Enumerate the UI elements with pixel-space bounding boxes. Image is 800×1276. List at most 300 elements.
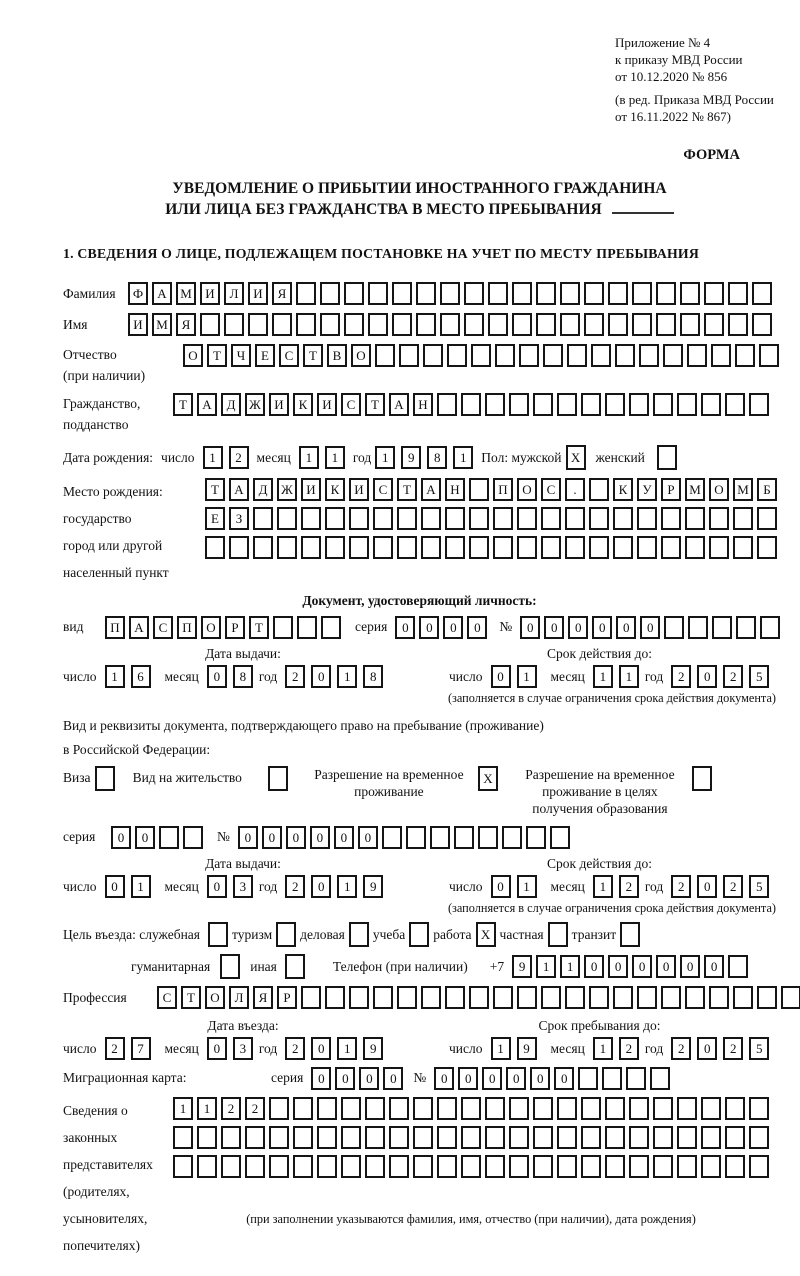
char-cell[interactable] — [749, 1155, 769, 1178]
char-cell[interactable] — [159, 826, 179, 849]
char-cell[interactable]: 9 — [363, 875, 383, 898]
char-cell[interactable]: Я — [272, 282, 292, 305]
char-cell[interactable]: Т — [205, 478, 225, 501]
char-cell[interactable] — [413, 1155, 433, 1178]
char-cell[interactable] — [317, 1126, 337, 1149]
char-cell[interactable] — [733, 536, 753, 559]
char-cell[interactable] — [752, 313, 772, 336]
char-cell[interactable] — [725, 1097, 745, 1120]
char-cell[interactable] — [581, 393, 601, 416]
sex-male-checkbox[interactable]: X — [566, 445, 586, 470]
char-cell[interactable] — [701, 393, 721, 416]
char-cell[interactable]: 0 — [262, 826, 282, 849]
char-cell[interactable] — [711, 344, 731, 367]
purpose-private-checkbox[interactable] — [548, 922, 568, 947]
char-cell[interactable]: М — [685, 478, 705, 501]
char-cell[interactable] — [512, 282, 532, 305]
char-cell[interactable] — [464, 313, 484, 336]
char-cell[interactable]: 1 — [517, 665, 537, 688]
char-cell[interactable]: 0 — [395, 616, 415, 639]
char-cell[interactable]: 9 — [401, 446, 421, 469]
char-cell[interactable] — [406, 826, 426, 849]
char-cell[interactable] — [656, 313, 676, 336]
char-cell[interactable] — [269, 1097, 289, 1120]
temp-residence-edu-checkbox[interactable] — [692, 766, 712, 791]
char-cell[interactable] — [440, 282, 460, 305]
char-cell[interactable] — [421, 986, 441, 1009]
char-cell[interactable]: 5 — [749, 1037, 769, 1060]
char-cell[interactable]: З — [229, 507, 249, 530]
char-cell[interactable] — [197, 1126, 217, 1149]
char-cell[interactable]: 0 — [458, 1067, 478, 1090]
char-cell[interactable]: 3 — [233, 1037, 253, 1060]
char-cell[interactable] — [365, 1097, 385, 1120]
char-cell[interactable]: 0 — [334, 826, 354, 849]
char-cell[interactable] — [543, 344, 563, 367]
char-cell[interactable]: 0 — [568, 616, 588, 639]
char-cell[interactable]: 1 — [536, 955, 556, 978]
char-cell[interactable]: Я — [176, 313, 196, 336]
char-cell[interactable] — [512, 313, 532, 336]
char-cell[interactable]: 9 — [517, 1037, 537, 1060]
char-cell[interactable] — [317, 1097, 337, 1120]
char-cell[interactable] — [461, 393, 481, 416]
char-cell[interactable] — [680, 282, 700, 305]
char-cell[interactable] — [688, 616, 708, 639]
char-cell[interactable] — [550, 826, 570, 849]
char-cell[interactable] — [469, 986, 489, 1009]
char-cell[interactable]: 0 — [697, 875, 717, 898]
char-cell[interactable] — [421, 536, 441, 559]
char-cell[interactable]: 0 — [491, 875, 511, 898]
char-cell[interactable] — [389, 1155, 409, 1178]
char-cell[interactable] — [273, 616, 293, 639]
char-cell[interactable] — [293, 1126, 313, 1149]
char-cell[interactable] — [469, 536, 489, 559]
char-cell[interactable] — [297, 616, 317, 639]
char-cell[interactable]: С — [153, 616, 173, 639]
char-cell[interactable]: А — [389, 393, 409, 416]
char-cell[interactable]: 0 — [584, 955, 604, 978]
char-cell[interactable] — [341, 1126, 361, 1149]
char-cell[interactable] — [728, 313, 748, 336]
purpose-transit-checkbox[interactable] — [620, 922, 640, 947]
char-cell[interactable]: 0 — [335, 1067, 355, 1090]
char-cell[interactable] — [637, 986, 657, 1009]
char-cell[interactable]: 0 — [311, 875, 331, 898]
char-cell[interactable] — [735, 344, 755, 367]
char-cell[interactable] — [653, 1126, 673, 1149]
char-cell[interactable]: Т — [181, 986, 201, 1009]
char-cell[interactable] — [277, 536, 297, 559]
char-cell[interactable]: 0 — [491, 665, 511, 688]
char-cell[interactable] — [557, 1126, 577, 1149]
char-cell[interactable] — [557, 1155, 577, 1178]
char-cell[interactable] — [509, 1126, 529, 1149]
char-cell[interactable] — [461, 1097, 481, 1120]
char-cell[interactable] — [533, 1126, 553, 1149]
char-cell[interactable] — [445, 536, 465, 559]
char-cell[interactable] — [245, 1126, 265, 1149]
char-cell[interactable] — [749, 393, 769, 416]
char-cell[interactable]: С — [279, 344, 299, 367]
char-cell[interactable] — [757, 986, 777, 1009]
char-cell[interactable] — [509, 1155, 529, 1178]
char-cell[interactable] — [224, 313, 244, 336]
sex-female-checkbox[interactable] — [657, 445, 677, 470]
char-cell[interactable] — [709, 507, 729, 530]
char-cell[interactable] — [229, 536, 249, 559]
char-cell[interactable]: М — [176, 282, 196, 305]
char-cell[interactable] — [749, 1126, 769, 1149]
char-cell[interactable] — [485, 1097, 505, 1120]
char-cell[interactable]: Н — [445, 478, 465, 501]
char-cell[interactable] — [469, 507, 489, 530]
char-cell[interactable] — [533, 1155, 553, 1178]
char-cell[interactable]: Ф — [128, 282, 148, 305]
char-cell[interactable]: 0 — [482, 1067, 502, 1090]
char-cell[interactable] — [183, 826, 203, 849]
char-cell[interactable]: 5 — [749, 665, 769, 688]
char-cell[interactable] — [533, 393, 553, 416]
char-cell[interactable]: С — [341, 393, 361, 416]
char-cell[interactable] — [526, 826, 546, 849]
char-cell[interactable]: 7 — [131, 1037, 151, 1060]
char-cell[interactable] — [567, 344, 587, 367]
char-cell[interactable]: 0 — [135, 826, 155, 849]
char-cell[interactable]: 0 — [506, 1067, 526, 1090]
char-cell[interactable]: К — [293, 393, 313, 416]
char-cell[interactable] — [608, 282, 628, 305]
char-cell[interactable] — [416, 313, 436, 336]
char-cell[interactable] — [533, 1097, 553, 1120]
char-cell[interactable]: 5 — [749, 875, 769, 898]
char-cell[interactable] — [373, 986, 393, 1009]
char-cell[interactable] — [488, 282, 508, 305]
char-cell[interactable] — [653, 1097, 673, 1120]
char-cell[interactable] — [608, 313, 628, 336]
char-cell[interactable] — [639, 344, 659, 367]
char-cell[interactable]: 1 — [105, 665, 125, 688]
char-cell[interactable] — [464, 282, 484, 305]
char-cell[interactable] — [781, 986, 800, 1009]
char-cell[interactable] — [248, 313, 268, 336]
char-cell[interactable] — [349, 986, 369, 1009]
char-cell[interactable] — [389, 1097, 409, 1120]
purpose-business-checkbox[interactable] — [349, 922, 369, 947]
char-cell[interactable] — [245, 1155, 265, 1178]
char-cell[interactable]: 0 — [111, 826, 131, 849]
char-cell[interactable]: С — [541, 478, 561, 501]
char-cell[interactable]: С — [157, 986, 177, 1009]
char-cell[interactable]: О — [183, 344, 203, 367]
char-cell[interactable]: П — [177, 616, 197, 639]
char-cell[interactable] — [541, 986, 561, 1009]
char-cell[interactable] — [701, 1126, 721, 1149]
char-cell[interactable]: Т — [173, 393, 193, 416]
purpose-tourism-checkbox[interactable] — [276, 922, 296, 947]
char-cell[interactable]: 0 — [311, 1037, 331, 1060]
char-cell[interactable] — [349, 536, 369, 559]
char-cell[interactable] — [685, 536, 705, 559]
char-cell[interactable] — [728, 282, 748, 305]
char-cell[interactable]: 2 — [105, 1037, 125, 1060]
char-cell[interactable] — [677, 1155, 697, 1178]
char-cell[interactable] — [704, 313, 724, 336]
char-cell[interactable] — [605, 1155, 625, 1178]
char-cell[interactable] — [502, 826, 522, 849]
char-cell[interactable]: 2 — [723, 1037, 743, 1060]
char-cell[interactable] — [253, 507, 273, 530]
char-cell[interactable]: 9 — [512, 955, 532, 978]
char-cell[interactable]: 1 — [203, 446, 223, 469]
char-cell[interactable] — [605, 393, 625, 416]
char-cell[interactable] — [709, 986, 729, 1009]
char-cell[interactable] — [589, 507, 609, 530]
char-cell[interactable]: 9 — [363, 1037, 383, 1060]
char-cell[interactable] — [488, 313, 508, 336]
char-cell[interactable]: Т — [303, 344, 323, 367]
char-cell[interactable]: В — [327, 344, 347, 367]
char-cell[interactable]: 0 — [358, 826, 378, 849]
char-cell[interactable]: 0 — [697, 1037, 717, 1060]
char-cell[interactable] — [320, 282, 340, 305]
char-cell[interactable]: Л — [229, 986, 249, 1009]
char-cell[interactable]: 1 — [619, 665, 639, 688]
char-cell[interactable] — [605, 1097, 625, 1120]
char-cell[interactable]: 1 — [131, 875, 151, 898]
char-cell[interactable]: 6 — [131, 665, 151, 688]
char-cell[interactable]: П — [105, 616, 125, 639]
char-cell[interactable] — [653, 1155, 673, 1178]
char-cell[interactable] — [653, 393, 673, 416]
purpose-study-checkbox[interactable] — [409, 922, 429, 947]
char-cell[interactable] — [701, 1097, 721, 1120]
char-cell[interactable]: 2 — [723, 665, 743, 688]
char-cell[interactable] — [663, 344, 683, 367]
char-cell[interactable] — [680, 313, 700, 336]
char-cell[interactable] — [485, 393, 505, 416]
char-cell[interactable]: 0 — [286, 826, 306, 849]
char-cell[interactable] — [293, 1155, 313, 1178]
char-cell[interactable]: И — [200, 282, 220, 305]
char-cell[interactable]: 1 — [299, 446, 319, 469]
char-cell[interactable]: Т — [207, 344, 227, 367]
char-cell[interactable] — [485, 1155, 505, 1178]
char-cell[interactable]: 2 — [671, 665, 691, 688]
char-cell[interactable] — [493, 986, 513, 1009]
char-cell[interactable]: Б — [757, 478, 777, 501]
char-cell[interactable]: Е — [255, 344, 275, 367]
char-cell[interactable]: А — [129, 616, 149, 639]
char-cell[interactable]: 1 — [593, 875, 613, 898]
char-cell[interactable]: И — [301, 478, 321, 501]
char-cell[interactable]: У — [637, 478, 657, 501]
char-cell[interactable] — [221, 1155, 241, 1178]
char-cell[interactable]: 0 — [592, 616, 612, 639]
char-cell[interactable] — [650, 1067, 670, 1090]
char-cell[interactable] — [454, 826, 474, 849]
char-cell[interactable] — [685, 986, 705, 1009]
char-cell[interactable] — [701, 1155, 721, 1178]
char-cell[interactable] — [321, 616, 341, 639]
char-cell[interactable]: 0 — [359, 1067, 379, 1090]
char-cell[interactable] — [430, 826, 450, 849]
char-cell[interactable]: 2 — [285, 875, 305, 898]
char-cell[interactable]: Н — [413, 393, 433, 416]
char-cell[interactable]: А — [421, 478, 441, 501]
char-cell[interactable] — [560, 282, 580, 305]
char-cell[interactable] — [517, 536, 537, 559]
char-cell[interactable]: 1 — [375, 446, 395, 469]
char-cell[interactable] — [725, 393, 745, 416]
char-cell[interactable]: 1 — [453, 446, 473, 469]
char-cell[interactable] — [469, 478, 489, 501]
char-cell[interactable] — [413, 1097, 433, 1120]
char-cell[interactable] — [613, 536, 633, 559]
char-cell[interactable] — [296, 313, 316, 336]
char-cell[interactable] — [478, 826, 498, 849]
char-cell[interactable] — [757, 536, 777, 559]
char-cell[interactable] — [325, 507, 345, 530]
char-cell[interactable]: И — [349, 478, 369, 501]
char-cell[interactable] — [725, 1155, 745, 1178]
char-cell[interactable] — [629, 1155, 649, 1178]
temp-residence-checkbox[interactable]: X — [478, 766, 498, 791]
char-cell[interactable] — [661, 986, 681, 1009]
char-cell[interactable] — [725, 1126, 745, 1149]
char-cell[interactable]: 8 — [427, 446, 447, 469]
char-cell[interactable]: 0 — [520, 616, 540, 639]
char-cell[interactable] — [397, 507, 417, 530]
char-cell[interactable]: 0 — [616, 616, 636, 639]
char-cell[interactable]: 0 — [680, 955, 700, 978]
char-cell[interactable] — [565, 986, 585, 1009]
char-cell[interactable] — [677, 1126, 697, 1149]
char-cell[interactable] — [368, 313, 388, 336]
char-cell[interactable]: 1 — [593, 665, 613, 688]
char-cell[interactable]: Т — [249, 616, 269, 639]
char-cell[interactable]: 1 — [491, 1037, 511, 1060]
char-cell[interactable]: 0 — [632, 955, 652, 978]
visa-checkbox[interactable] — [95, 766, 115, 791]
char-cell[interactable] — [413, 1126, 433, 1149]
char-cell[interactable] — [320, 313, 340, 336]
char-cell[interactable] — [416, 282, 436, 305]
char-cell[interactable] — [760, 616, 780, 639]
char-cell[interactable]: 8 — [233, 665, 253, 688]
char-cell[interactable] — [589, 986, 609, 1009]
purpose-other-checkbox[interactable] — [285, 954, 305, 979]
char-cell[interactable] — [677, 393, 697, 416]
char-cell[interactable]: 0 — [467, 616, 487, 639]
char-cell[interactable] — [613, 986, 633, 1009]
char-cell[interactable]: К — [613, 478, 633, 501]
char-cell[interactable] — [589, 478, 609, 501]
char-cell[interactable]: 0 — [105, 875, 125, 898]
char-cell[interactable]: 2 — [229, 446, 249, 469]
char-cell[interactable]: 1 — [325, 446, 345, 469]
char-cell[interactable] — [317, 1155, 337, 1178]
char-cell[interactable] — [509, 1097, 529, 1120]
char-cell[interactable]: 0 — [640, 616, 660, 639]
char-cell[interactable] — [461, 1155, 481, 1178]
char-cell[interactable]: Л — [224, 282, 244, 305]
char-cell[interactable] — [629, 1097, 649, 1120]
char-cell[interactable]: 0 — [656, 955, 676, 978]
char-cell[interactable] — [656, 282, 676, 305]
char-cell[interactable] — [712, 616, 732, 639]
char-cell[interactable]: 0 — [311, 665, 331, 688]
char-cell[interactable] — [661, 507, 681, 530]
char-cell[interactable]: Д — [221, 393, 241, 416]
char-cell[interactable]: 2 — [723, 875, 743, 898]
char-cell[interactable] — [637, 507, 657, 530]
char-cell[interactable] — [440, 313, 460, 336]
char-cell[interactable]: 0 — [207, 665, 227, 688]
char-cell[interactable] — [752, 282, 772, 305]
char-cell[interactable] — [373, 507, 393, 530]
char-cell[interactable]: Р — [661, 478, 681, 501]
char-cell[interactable]: 0 — [238, 826, 258, 849]
char-cell[interactable] — [591, 344, 611, 367]
char-cell[interactable] — [445, 507, 465, 530]
char-cell[interactable]: Р — [277, 986, 297, 1009]
char-cell[interactable] — [632, 313, 652, 336]
char-cell[interactable] — [277, 507, 297, 530]
char-cell[interactable]: 1 — [337, 875, 357, 898]
char-cell[interactable] — [757, 507, 777, 530]
char-cell[interactable] — [293, 1097, 313, 1120]
char-cell[interactable]: Т — [365, 393, 385, 416]
char-cell[interactable] — [733, 507, 753, 530]
char-cell[interactable] — [517, 507, 537, 530]
char-cell[interactable] — [560, 313, 580, 336]
char-cell[interactable] — [423, 344, 443, 367]
char-cell[interactable] — [629, 393, 649, 416]
char-cell[interactable] — [301, 507, 321, 530]
char-cell[interactable] — [173, 1155, 193, 1178]
char-cell[interactable] — [437, 1126, 457, 1149]
char-cell[interactable] — [344, 313, 364, 336]
char-cell[interactable] — [509, 393, 529, 416]
char-cell[interactable] — [581, 1097, 601, 1120]
purpose-work-checkbox[interactable]: X — [476, 922, 496, 947]
char-cell[interactable]: О — [517, 478, 537, 501]
char-cell[interactable] — [637, 536, 657, 559]
char-cell[interactable]: 1 — [560, 955, 580, 978]
char-cell[interactable] — [221, 1126, 241, 1149]
char-cell[interactable] — [565, 507, 585, 530]
char-cell[interactable] — [471, 344, 491, 367]
char-cell[interactable] — [626, 1067, 646, 1090]
char-cell[interactable]: 0 — [311, 1067, 331, 1090]
char-cell[interactable] — [709, 536, 729, 559]
char-cell[interactable] — [368, 282, 388, 305]
char-cell[interactable]: О — [351, 344, 371, 367]
char-cell[interactable]: 0 — [434, 1067, 454, 1090]
char-cell[interactable] — [541, 536, 561, 559]
char-cell[interactable]: М — [152, 313, 172, 336]
char-cell[interactable] — [687, 344, 707, 367]
char-cell[interactable]: М — [733, 478, 753, 501]
char-cell[interactable]: 2 — [619, 1037, 639, 1060]
char-cell[interactable] — [397, 986, 417, 1009]
char-cell[interactable]: П — [493, 478, 513, 501]
char-cell[interactable] — [736, 616, 756, 639]
char-cell[interactable]: 2 — [285, 665, 305, 688]
char-cell[interactable] — [392, 282, 412, 305]
